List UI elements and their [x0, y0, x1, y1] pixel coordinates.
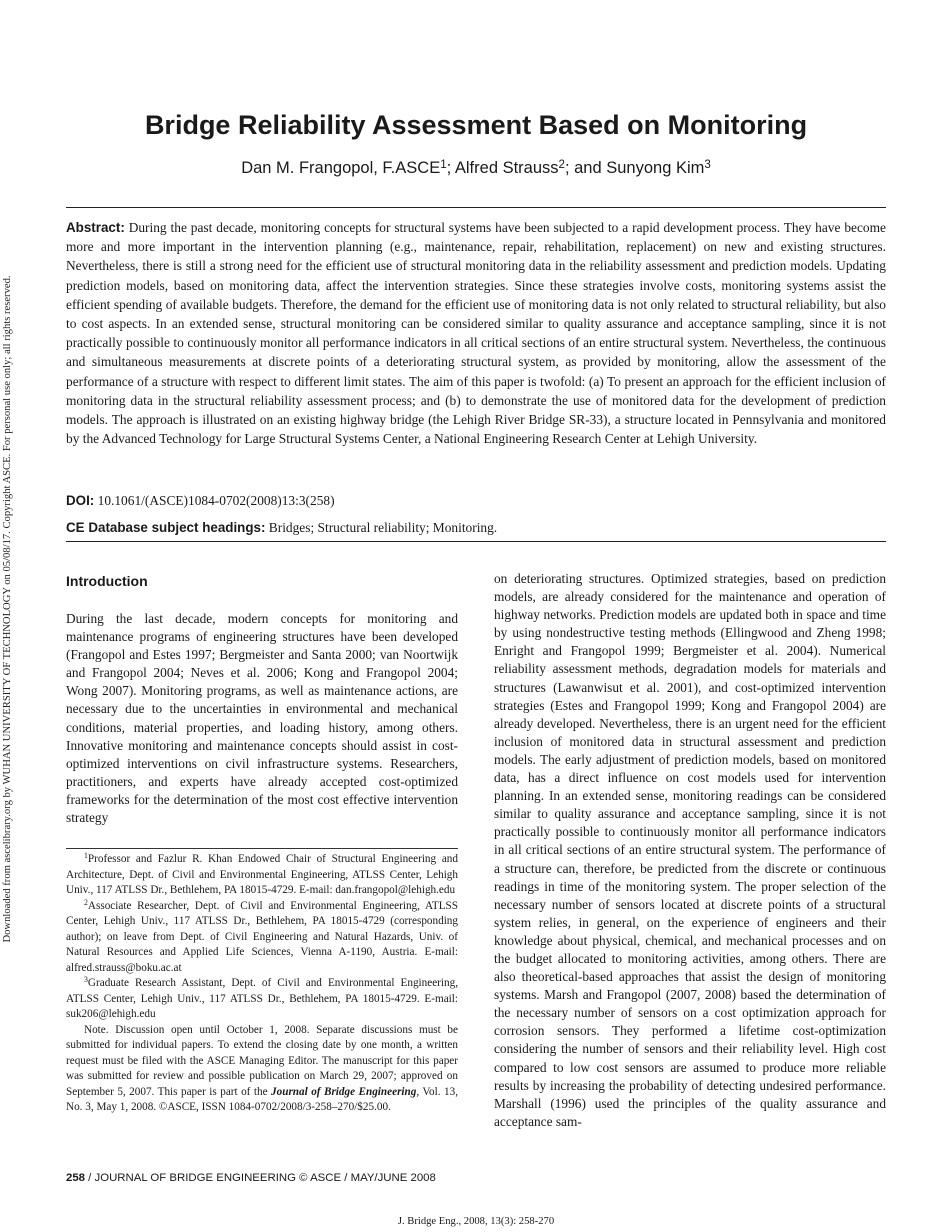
discussion-note	[66, 1023, 458, 1116]
paper-title: Bridge Reliability Assessment Based on Monitoring	[144, 110, 808, 140]
footnote-text: Professor and Fazlur R. Khan Endowed Chair of Structural Engineering and Architecture, Dept. of Civil and Environmental Engineering, ATLSS Center, Lehigh Univ., 117 ATLSS Dr., Bethlehem, PA 18015-4729. E-mail: dan.frangopol@lehigh.edu	[66, 853, 458, 896]
abstract-divider	[66, 541, 886, 542]
note-text: Note. Discussion open until October 1, 2008. Separate discussions must be submitted for individual papers. To extend the closing date by one month, a written request must be filed with the ASCE Managing Editor. The manuscript for this paper was submitted for review and possible publication on March 29, 2007; approved on September 5, 2007. This paper is part of the	[66, 1023, 458, 1098]
footnote	[66, 899, 458, 977]
footnote-mark: 1	[84, 851, 88, 861]
affiliation-mark: 3	[704, 158, 711, 171]
doi-value: 10.1061/(ASCE)1084-0702(2008)13:3(258)	[97, 493, 335, 508]
author-separator: ;	[446, 159, 455, 177]
author-name: Alfred Strauss	[454, 159, 559, 177]
footnote	[66, 976, 458, 1023]
author-name: Dan M. Frangopol, F.ASCE	[241, 159, 441, 177]
author-separator: ; and	[564, 159, 607, 177]
footnote	[66, 852, 458, 899]
download-watermark: Downloaded from ascelibrary.org by WUHAN UNIVERSITY OF TECHNOLOGY on 05/08/17. Copyright ASCE. For personal use only; all rights reserved.	[2, 275, 13, 943]
footnote-divider	[66, 848, 458, 849]
abstract	[66, 218, 886, 448]
intro-left-column: During the last decade, modern concepts for monitoring and maintenance programs of engineering structures have been developed (Frangopol and Estes 1997; Bergmeister and Santa 2000; van Noortwijk and Frangopol 2004; Neves et al. 2006; Kong and Frangopol 2004; Wong 2007). Monitoring programs, as well as maintenance actions, are necessary due to the uncertainties in environmental and mechanical conditions, material properties, and loading history, among others. Innovative monitoring and maintenance concepts should assist in cost-optimized interventions on civil infrastructure systems. Researchers, practitioners, and experts have already accepted cost-optimized frameworks for the determination of the most cost effective intervention strategy	[66, 611, 458, 826]
journal-name: Journal of Bridge Engineering	[271, 1085, 417, 1098]
subject-headings-label: CE Database subject headings:	[66, 520, 266, 535]
footnote-mark: 3	[84, 975, 88, 985]
section-heading: Introduction	[66, 573, 148, 589]
author-list	[66, 157, 886, 179]
citation-footer: J. Bridge Eng., 2008, 13(3): 258-270	[397, 1216, 555, 1227]
running-footer	[66, 1171, 436, 1185]
abstract-text: During the past decade, monitoring concepts for structural systems have been subjected to a rapid development process. They have become more and more important in the intervention planning (e.g., maintenance, repair, rehabilitation, replacement) on new and existing structures. Nevertheless, there is still a strong need for the efficient use of structural monitoring data in the reliability assessment and prediction models. Updating prediction models, based on monitoring data, affect the intervention strategies. Since these strategies involve costs, monitoring systems assist the efficient spending of available budgets. Therefore, the demand for the efficient use of monitoring data is not only related to structural reliability, but also to cost aspects. In an extended sense, structural monitoring can be considered similar to quality assurance and acceptance sampling, since it is not practically possible to continuously monitor all performance indicators in all critical sections of an entire structural system. Nevertheless, the continuous and simultaneous measurements at discrete points of a deteriorating structural system, as provided by monitoring, allow the assessment of the performance of a structure with respect to different limit states. The aim of this paper is twofold: (a) To present an approach for the efficient inclusion of monitoring data in the structural reliability assessment process; and (b) to demonstrate the use of monitored data for the development of prediction models. The approach is illustrated on an existing highway bridge (the Lehigh River Bridge SR-33), a structure located in Pennsylvania and monitored by the Advanced Technology for Large Structural Systems Center, a National Engineering Research Center at Lehigh University.	[66, 220, 886, 447]
doi-line	[66, 492, 335, 510]
intro-right-column: on deteriorating structures. Optimized strategies, based on prediction models, are already considered for the maintenance and operation of highway networks. Prediction models are updated both in space and time by using nondestructive testing methods (Ellingwood and Zheng 1998; Enright and Frangopol 1999; Bergmeister et al. 2004). Numerical reliability assessment methods, degradation models for materials and structures (Lawanwisut et al. 2001), and cost-optimized intervention strategies (Estes and Frangopol 1999; Kong and Frangopol 2004) are already developed. Nevertheless, there is an urgent need for the efficient inclusion of monitored data in structural assessment and prediction models. The early adjustment of prediction models, based on monitored data, has a direct influence on cost models used for intervention planning. In an extended sense, monitoring readings can be considered similar to quality assurance and acceptance sampling, since it is not practically possible to continuously monitor all performance indicators in all critical sections of an entire structural system. The performance of a structure can, therefore, be predicted from the discrete or continuous readings in time of the monitoring system. The proper selection of the necessary number of sensors located at discrete points of a structural system relies, in general, on the experience of engineers and their knowledge about physical, chemical, and mechanical processes and on the budget allocated to monitoring activities, among others. There are also theoretical-based approaches that assist the design of monitoring systems. Marsh and Frangopol (2007, 2008) based the determination of the necessary number of sensors on a cost optimization approach for corrosion sensors. They performed a lifetime cost-optimization considering the number of sensors and their reliability level. High cost compared to low cost sensors are assumed to produce more reliable results by increasing the probability of detecting undesired performance. Marshall (1996) used the principles of the quality assurance and acceptance sam-	[494, 571, 886, 1129]
abstract-label: Abstract:	[66, 220, 125, 235]
footnote-text: Associate Researcher, Dept. of Civil and Environmental Engineering, ATLSS Center, Lehigh Univ., 117 ATLSS Dr., Bethlehem, PA 18015-4729 (corresponding author); on leave from Dept. of Civil Engineering and Natural Hazards, Univ. of Natural Resources and Applied Life Sciences, Vienna A-1190, Austria. E-mail: alfred.strauss@boku.ac.at	[66, 899, 458, 974]
footnotes	[66, 852, 458, 1116]
affiliation-mark: 1	[440, 158, 447, 171]
footnote-mark: 2	[84, 897, 88, 907]
top-divider	[66, 207, 886, 208]
author-name: Sunyong Kim	[606, 159, 705, 177]
affiliation-mark: 2	[558, 158, 565, 171]
note-text-end: , Vol. 13, No. 3, May 1, 2008. ©ASCE, ISSN 1084-0702/2008/3-258–270/$25.00.	[66, 1085, 459, 1113]
footnote-text: Graduate Research Assistant, Dept. of Civil and Environmental Engineering, ATLSS Center, Lehigh Univ., 117 ATLSS Dr., Bethlehem, PA 18015-4729. E-mail: suk206@lehigh.edu	[66, 977, 458, 1020]
subject-headings-value: Bridges; Structural reliability; Monitoring.	[268, 520, 498, 535]
subject-headings	[66, 519, 497, 537]
page-number: 258	[66, 1172, 86, 1184]
journal-footer-text: / JOURNAL OF BRIDGE ENGINEERING © ASCE / MAY/JUNE 2008	[85, 1172, 436, 1184]
doi-label: DOI:	[66, 493, 95, 508]
